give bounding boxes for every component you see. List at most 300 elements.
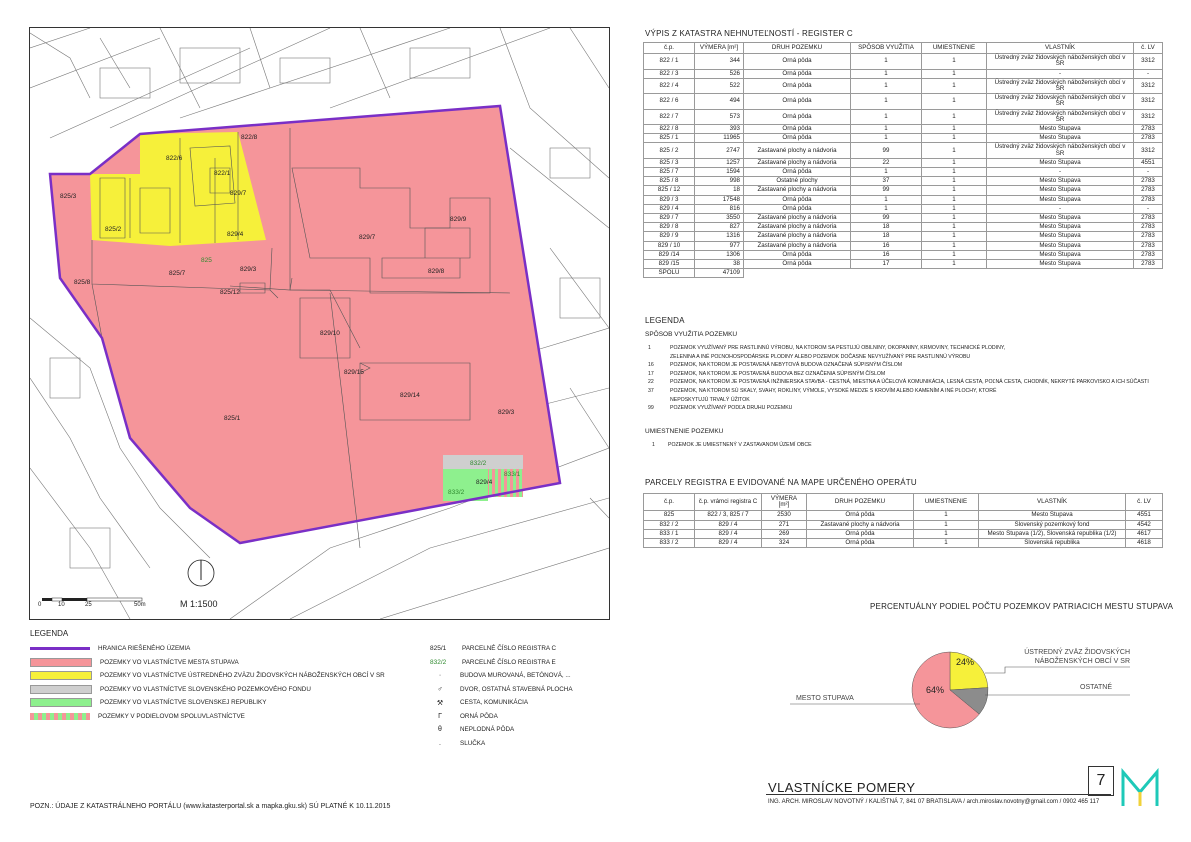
table-cell: Orná pôda <box>744 204 851 213</box>
table-cell: 1 <box>851 109 922 124</box>
table-cell: 829 / 8 <box>644 223 695 232</box>
table-cell: 833 / 2 <box>644 539 695 548</box>
table-cell: Zastavané plochy a nádvoria <box>807 520 914 529</box>
col-header: č. LV <box>1126 494 1163 511</box>
table-cell: 37 <box>851 177 922 186</box>
legend-label: POZEMKY V PODIELOVOM SPOLUVLASTNÍCTVE <box>98 712 245 720</box>
title-rule <box>766 794 1111 795</box>
parcel-e-label: 825 <box>201 257 212 264</box>
table-cell: 1257 <box>695 158 744 167</box>
table-cell: 3312 <box>1134 143 1163 158</box>
legend-use-title: LEGENDA <box>645 316 685 325</box>
legend-label: ORNÁ PÔDA <box>460 712 498 720</box>
table-cell: 1 <box>851 78 922 93</box>
table-cell: 1 <box>922 186 987 195</box>
table-cell: 1 <box>851 204 922 213</box>
legend-area-item <box>30 669 450 683</box>
legend-label: DVOR, OSTATNÁ STAVEBNÁ PLOCHA <box>460 685 573 693</box>
table-cell: Ústredný zväz židovských náboženských obcí v SR <box>987 54 1134 69</box>
legend-map-title: LEGENDA <box>30 629 69 638</box>
table-cell: 832 / 2 <box>644 520 695 529</box>
table-cell: Ústredný zväz židovských náboženských obcí v SR <box>987 94 1134 109</box>
table-cell: 526 <box>695 69 744 78</box>
table-cell: Orná pôda <box>807 539 914 548</box>
table-row <box>644 69 1163 78</box>
table-row <box>644 186 1163 195</box>
col-header: UMIESTNENIE <box>922 43 987 54</box>
legend-symbol-item <box>430 723 630 737</box>
table-cell: 829 / 4 <box>695 539 762 548</box>
use-text: POZEMOK, NA KTOROM JE POSTAVENÁ INŽINIERSKA STAVBA - CESTNÁ, MIESTNA A ÚČELOVÁ KOMUNIKÁCIA, LESNÁ CESTA, POĽNÁ CESTA, CHODNÍK, NEKRYTÉ PARKOVISKO A ICH SÚČASTI <box>670 379 1149 386</box>
table-cell: 22 <box>851 158 922 167</box>
table-cell: 1 <box>922 158 987 167</box>
table-row <box>644 195 1163 204</box>
table-cell: Mesto Stupava <box>987 214 1134 223</box>
col-header: DRUH POZEMKU <box>744 43 851 54</box>
table-cell: 2747 <box>695 143 744 158</box>
table-cell: Orná pôda <box>744 168 851 177</box>
table-cell: 1316 <box>695 232 744 241</box>
table-row <box>644 158 1163 167</box>
legend-symbol-icon: ⚒ <box>436 699 444 707</box>
legend-label: HRANICA RIEŠENÉHO ÚZEMIA <box>98 645 191 653</box>
table-cell: 833 / 1 <box>644 529 695 538</box>
table-cell: 1 <box>851 134 922 143</box>
legend-area-item <box>30 656 450 670</box>
table-cell: 1 <box>914 520 979 529</box>
table-cell: 822 / 3, 825 / 7 <box>695 511 762 520</box>
use-code: 16 <box>648 362 654 369</box>
table-cell: 822 / 6 <box>644 94 695 109</box>
legend-use-subtitle: SPÔSOB VYUŽITIA POZEMKU <box>645 331 738 338</box>
parcel-label: 825/7 <box>169 270 186 277</box>
parcel-label: 829/7 <box>230 190 247 197</box>
table-cell: Mesto Stupava <box>987 134 1134 143</box>
table-cell: 1 <box>922 250 987 259</box>
scale-tick: 50m <box>134 602 146 608</box>
logo-icon <box>1120 768 1160 808</box>
table-cell: 829 / 10 <box>644 241 695 250</box>
table-total-row <box>644 269 1163 278</box>
table-cell: Orná pôda <box>744 69 851 78</box>
scale-tick: 10 <box>58 602 65 608</box>
table-cell: 1 <box>922 69 987 78</box>
use-code: 17 <box>648 370 654 377</box>
table-cell: 99 <box>851 214 922 223</box>
pie-label-mesto: 64% <box>926 685 945 695</box>
scale-tick: 25 <box>85 602 92 608</box>
placement-text: POZEMOK JE UMIESTNENÝ V ZASTAVANOM ÚZEMÍ OBCE <box>668 442 812 448</box>
legend-use-item <box>648 379 1168 388</box>
table-row <box>644 143 1163 158</box>
register-e-body <box>644 511 1163 548</box>
table-cell: 1 <box>851 168 922 177</box>
footer-note: POZN.: ÚDAJE Z KATASTRÁLNEHO PORTÁLU (www.katasterportal.sk a mapka.gku.sk) SÚ PLATNÉ K 10.11.2015 <box>30 803 391 810</box>
table-row <box>644 529 1163 538</box>
table-cell: 829 /15 <box>644 260 695 269</box>
use-text: POZEMOK VYUŽÍVANÝ PRE RASTLINNÚ VÝROBU, NA KTOROM SA PESTUJÚ OBILNINY, OKOPANINY, KRMOVINY, TECHNICKÉ PLODINY, <box>670 345 1006 351</box>
table-row <box>644 223 1163 232</box>
table-cell: 825 <box>644 511 695 520</box>
legend-parcel-code: 825/1 <box>430 645 447 653</box>
table-cell: 324 <box>762 539 807 548</box>
table-cell: 18 <box>851 232 922 241</box>
table-row <box>644 54 1163 69</box>
total-label: SPOLU <box>644 269 695 278</box>
table-cell: Zastavané plochy a nádvoria <box>744 214 851 223</box>
table-cell: 16 <box>851 241 922 250</box>
table-row <box>644 232 1163 241</box>
total-value: 47109 <box>695 269 744 278</box>
table-cell: 3312 <box>1134 78 1163 93</box>
table-cell: 822 / 1 <box>644 54 695 69</box>
col-header: VLASTNÍK <box>987 43 1134 54</box>
table-cell: Mesto Stupava <box>987 250 1134 259</box>
legend-label: CESTA, KOMUNIKÁCIA <box>460 699 529 707</box>
table-cell: Mesto Stupava <box>987 260 1134 269</box>
scale-bar <box>42 560 214 601</box>
use-code: 1 <box>648 345 651 351</box>
table-cell: 1 <box>922 125 987 134</box>
table-cell: 1594 <box>695 168 744 177</box>
col-header: SPÔSOB VYUŽITIA <box>851 43 922 54</box>
legend-label: POZEMKY VO VLASTNÍCTVE SLOVENSKÉHO POZEMKOVÉHO FONDU <box>100 685 311 693</box>
parcel-label: 822/6 <box>166 155 183 162</box>
legend-use-item <box>648 354 1168 363</box>
table-cell: 1 <box>922 109 987 124</box>
parcel-e-label: 833/1 <box>504 471 521 478</box>
table-cell: 269 <box>762 529 807 538</box>
table-row <box>644 94 1163 109</box>
legend-use-item <box>648 362 1168 371</box>
table-cell: Orná pôda <box>744 94 851 109</box>
table-cell: Mesto Stupava (1/2), Slovenská republika (1/2) <box>979 529 1126 538</box>
table-cell: 4618 <box>1126 539 1163 548</box>
col-header: VÝMERA [m²] <box>762 494 807 511</box>
legend-label: PARCELNÉ ČÍSLO REGISTRA C <box>462 645 557 653</box>
table-cell: 1 <box>922 134 987 143</box>
table-row <box>644 250 1163 259</box>
table-cell: 1 <box>922 78 987 93</box>
table-row <box>644 204 1163 213</box>
legend-symbol-icon: ♂ <box>437 685 443 693</box>
legend-label: POZEMKY VO VLASTNÍCTVE ÚSTREDNÉHO ZVÄZU ŽIDOVSKÝCH NÁBOŽENSKÝCH OBCÍ V SR <box>100 672 385 680</box>
table-cell: 1 <box>851 195 922 204</box>
col-header: DRUH POZEMKU <box>807 494 914 511</box>
table-cell: 825 / 8 <box>644 177 695 186</box>
placement-code: 1 <box>652 442 655 448</box>
legend-swatch <box>30 713 90 720</box>
table-cell: Orná pôda <box>744 54 851 69</box>
table-cell: Orná pôda <box>744 134 851 143</box>
table-cell: 829 / 4 <box>644 204 695 213</box>
table-cell: 4617 <box>1126 529 1163 538</box>
table-cell: 2783 <box>1134 134 1163 143</box>
register-e-title: PARCELY REGISTRA E EVIDOVANÉ NA MAPE URČENÉHO OPERÁTU <box>645 478 917 487</box>
table-cell: 344 <box>695 54 744 69</box>
table-cell: 977 <box>695 241 744 250</box>
table-cell: 99 <box>851 186 922 195</box>
col-header: č.p. <box>644 43 695 54</box>
table-cell: 1 <box>922 214 987 223</box>
table-cell: 825 / 1 <box>644 134 695 143</box>
use-text: POZEMOK, NA KTOROM JE POSTAVENÁ NEBYTOVÁ BUDOVA OZNAČENÁ SÚPISNÝM ČÍSLOM <box>670 362 903 369</box>
table-row <box>644 134 1163 143</box>
legend-symbol-icon: θ <box>438 726 442 734</box>
table-cell: 1 <box>914 529 979 538</box>
pie-name-mesto: MESTO STUPAVA <box>796 695 854 702</box>
table-cell: 1 <box>922 54 987 69</box>
table-cell: 998 <box>695 177 744 186</box>
table-cell: 1 <box>851 54 922 69</box>
table-cell: 2783 <box>1134 241 1163 250</box>
table-cell: Ostatné plochy <box>744 177 851 186</box>
parcel-e-label: 832/2 <box>470 460 487 467</box>
table-cell: 1 <box>851 69 922 78</box>
legend-label: POZEMKY VO VLASTNÍCTVE MESTA STUPAVA <box>100 658 239 666</box>
table-cell: Slovenský pozemkový fond <box>979 520 1126 529</box>
sheet-title: VLASTNÍCKE POMERY <box>768 780 916 795</box>
table-cell: 38 <box>695 260 744 269</box>
use-code: 99 <box>648 405 654 412</box>
table-cell: Zastavané plochy a nádvoria <box>744 143 851 158</box>
table-row <box>644 78 1163 93</box>
legend-areas <box>30 642 450 723</box>
table-row <box>644 260 1163 269</box>
table-cell: 18 <box>851 223 922 232</box>
table-cell: Mesto Stupava <box>987 125 1134 134</box>
table-cell: 18 <box>695 186 744 195</box>
register-c-body <box>644 54 1163 269</box>
table-cell: - <box>1134 168 1163 177</box>
parcel-label: 825/3 <box>60 193 77 200</box>
legend-area-item <box>30 696 450 710</box>
col-header: č. LV <box>1134 43 1163 54</box>
scale-tick: 0 <box>38 602 42 608</box>
legend-label: POZEMKY VO VLASTNÍCTVE SLOVENSKEJ REPUBLIKY <box>100 699 267 707</box>
sheet-number: 7 <box>1088 766 1114 796</box>
table-cell: 1 <box>922 168 987 177</box>
parcel-label: 825/8 <box>74 279 91 286</box>
use-code <box>648 397 670 406</box>
use-text: POZEMOK, NA KTOROM JE POSTAVENÁ BUDOVA BEZ OZNAČENIA SÚPISNÝM ČÍSLOM <box>670 370 886 377</box>
legend-use-item <box>648 388 1168 397</box>
legend-swatch <box>30 671 92 680</box>
table-cell: 3312 <box>1134 54 1163 69</box>
table-cell: Mesto Stupava <box>987 186 1134 195</box>
table-cell: 829 / 4 <box>695 529 762 538</box>
legend-parcel-code: 832/2 <box>430 658 447 666</box>
table-cell: 822 / 8 <box>644 125 695 134</box>
table-cell: 1 <box>922 177 987 186</box>
parcel-label: 829/7 <box>359 234 376 241</box>
use-text: ZELENINA A INÉ POĽNOHOSPODÁRSKE PLODINY ALEBO POZEMOK DOČASNE NEVYUŽÍVANÝ PRE RASTLINNÚ VÝROBU <box>670 353 971 360</box>
table-cell: 17548 <box>695 195 744 204</box>
col-header: VÝMERA [m²] <box>695 43 744 54</box>
col-header: VLASTNÍK <box>979 494 1126 511</box>
legend-area-item <box>30 642 450 656</box>
table-cell: 2530 <box>762 511 807 520</box>
table-cell: Orná pôda <box>744 195 851 204</box>
table-cell: Orná pôda <box>744 78 851 93</box>
use-text: NEPOSKYTUJÚ TRVALÝ ÚŽITOK <box>670 396 750 403</box>
table-cell: 393 <box>695 125 744 134</box>
parcel-label: 829/9 <box>450 216 467 223</box>
table-cell: 2783 <box>1134 232 1163 241</box>
table-cell: - <box>1134 204 1163 213</box>
map-scale: M 1:1500 <box>180 599 218 609</box>
legend-area-item <box>30 683 450 697</box>
table-row <box>644 520 1163 529</box>
table-cell: 1 <box>851 94 922 109</box>
legend-symbol-icon: Γ <box>438 712 442 720</box>
legend-symbols <box>430 642 630 750</box>
parcel-label: 829/3 <box>240 266 257 273</box>
table-cell: 522 <box>695 78 744 93</box>
cadastral-map <box>29 27 610 620</box>
table-cell: Orná pôda <box>744 250 851 259</box>
parcel-label: 822/1 <box>214 170 231 177</box>
table-cell: 99 <box>851 143 922 158</box>
table-cell: 3312 <box>1134 109 1163 124</box>
table-cell: 16 <box>851 250 922 259</box>
table-cell: 2783 <box>1134 260 1163 269</box>
table-cell: 2783 <box>1134 250 1163 259</box>
table-cell: 2783 <box>1134 125 1163 134</box>
parcel-label: 829/4 <box>227 231 244 238</box>
table-row <box>644 214 1163 223</box>
table-cell: Zastavané plochy a nádvoria <box>744 186 851 195</box>
table-cell: - <box>987 69 1134 78</box>
register-c-title: VÝPIS Z KATASTRA NEHNUTEĽNOSTÍ - REGISTER C <box>645 29 853 38</box>
table-cell: 816 <box>695 204 744 213</box>
map-svg <box>30 28 609 619</box>
parcel-label: 829/8 <box>428 268 445 275</box>
parcel-label: 829/14 <box>400 392 420 399</box>
table-cell: Mesto Stupava <box>987 195 1134 204</box>
table-cell: Zastavané plochy a nádvoria <box>744 232 851 241</box>
table-cell: 829 / 3 <box>644 195 695 204</box>
legend-swatch <box>30 685 92 694</box>
pie-name-zvaz: ÚSTREDNÝ ZVÄZ ŽIDOVSKÝCH NÁBOŽENSKÝCH OBCÍ V SR <box>1024 649 1130 666</box>
table-cell: Mesto Stupava <box>987 223 1134 232</box>
table-row <box>644 177 1163 186</box>
table-cell: 1 <box>914 539 979 548</box>
legend-use-item <box>648 397 1168 406</box>
parcel-label: 822/8 <box>241 134 258 141</box>
legend-symbol-item <box>430 642 630 656</box>
table-cell: 1 <box>922 143 987 158</box>
table-cell: Zastavané plochy a nádvoria <box>744 158 851 167</box>
legend-use-item <box>648 405 1168 414</box>
table-cell: 822 / 4 <box>644 78 695 93</box>
table-cell: Ústredný zväz židovských náboženských obcí v SR <box>987 109 1134 124</box>
legend-label: SLUČKA <box>460 739 486 747</box>
pie-name-ostatne: OSTATNÉ <box>1080 684 1113 691</box>
table-row <box>644 539 1163 548</box>
use-code: 37 <box>648 387 654 394</box>
table-cell: 271 <box>762 520 807 529</box>
table-cell: 1 <box>922 195 987 204</box>
legend-symbol-icon: . <box>439 739 441 747</box>
parcel-label: 825/1 <box>224 415 241 422</box>
legend-symbol-item <box>430 696 630 710</box>
table-cell: 829 / 9 <box>644 232 695 241</box>
table-cell: 4551 <box>1126 511 1163 520</box>
table-cell: 1 <box>851 125 922 134</box>
use-text: POZEMOK, NA KTOROM SÚ SKALY, SVAHY, ROKLINY, VÝMOLE, VYSOKÉ MEDZE S KROVÍM ALEBO KAMENÍM A INÉ PLOCHY, KTORÉ <box>670 387 997 394</box>
legend-swatch <box>30 658 92 667</box>
table-cell: 2783 <box>1134 214 1163 223</box>
use-code: 22 <box>648 379 654 386</box>
table-cell: - <box>987 204 1134 213</box>
legend-area-item <box>30 710 450 724</box>
pie-title: PERCENTUÁLNY PODIEL POČTU POZEMKOV PATRIACICH MESTU STUPAVA <box>870 602 1174 611</box>
table-row <box>644 109 1163 124</box>
col-header: č.p. <box>644 494 695 511</box>
table-cell: Mesto Stupava <box>987 158 1134 167</box>
table-cell: 822 / 3 <box>644 69 695 78</box>
parcel-label: 829/4 <box>476 479 493 486</box>
table-cell: 1 <box>914 511 979 520</box>
legend-symbol-icon: · <box>438 672 442 680</box>
legend-swatch <box>30 698 92 707</box>
table-cell: Zastavané plochy a nádvoria <box>744 241 851 250</box>
table-cell: 3550 <box>695 214 744 223</box>
table-cell: 825 / 3 <box>644 158 695 167</box>
legend-swatch <box>30 647 90 650</box>
use-text: POZEMOK VYUŽÍVANÝ PODĽA DRUHU POZEMKU <box>670 405 793 412</box>
table-cell: 1 <box>922 232 987 241</box>
table-cell: 1 <box>922 94 987 109</box>
table-cell: Zastavané plochy a nádvoria <box>744 223 851 232</box>
table-cell: 2783 <box>1134 223 1163 232</box>
table-cell: 1 <box>922 223 987 232</box>
table-cell: Orná pôda <box>744 125 851 134</box>
col-header: UMIESTNENIE <box>914 494 979 511</box>
table-cell: Slovenská republika <box>979 539 1126 548</box>
table-row <box>644 168 1163 177</box>
table-cell: 829 / 4 <box>695 520 762 529</box>
table-cell: 4542 <box>1126 520 1163 529</box>
table-cell: 11965 <box>695 134 744 143</box>
pie-label-zvaz: 24% <box>956 657 975 667</box>
register-c-table <box>643 42 1163 278</box>
parcel-label: 829/15 <box>344 369 364 376</box>
table-cell: Mesto Stupava <box>987 232 1134 241</box>
legend-use-list <box>648 345 1168 414</box>
table-row <box>644 125 1163 134</box>
table-cell: Orná pôda <box>744 260 851 269</box>
legend-symbol-item <box>430 710 630 724</box>
table-cell: 825 / 7 <box>644 168 695 177</box>
legend-symbol-item <box>430 669 630 683</box>
table-cell: 827 <box>695 223 744 232</box>
table-cell: Mesto Stupava <box>979 511 1126 520</box>
table-cell: Mesto Stupava <box>987 177 1134 186</box>
use-code <box>648 354 670 363</box>
table-cell: 4551 <box>1134 158 1163 167</box>
table-cell: Orná pôda <box>807 511 914 520</box>
table-cell: 829 / 7 <box>644 214 695 223</box>
table-cell: - <box>987 168 1134 177</box>
table-cell: 573 <box>695 109 744 124</box>
table-cell: 822 / 7 <box>644 109 695 124</box>
legend-symbol-item <box>430 683 630 697</box>
table-cell: 2783 <box>1134 177 1163 186</box>
table-row <box>644 511 1163 520</box>
table-cell: 3312 <box>1134 94 1163 109</box>
